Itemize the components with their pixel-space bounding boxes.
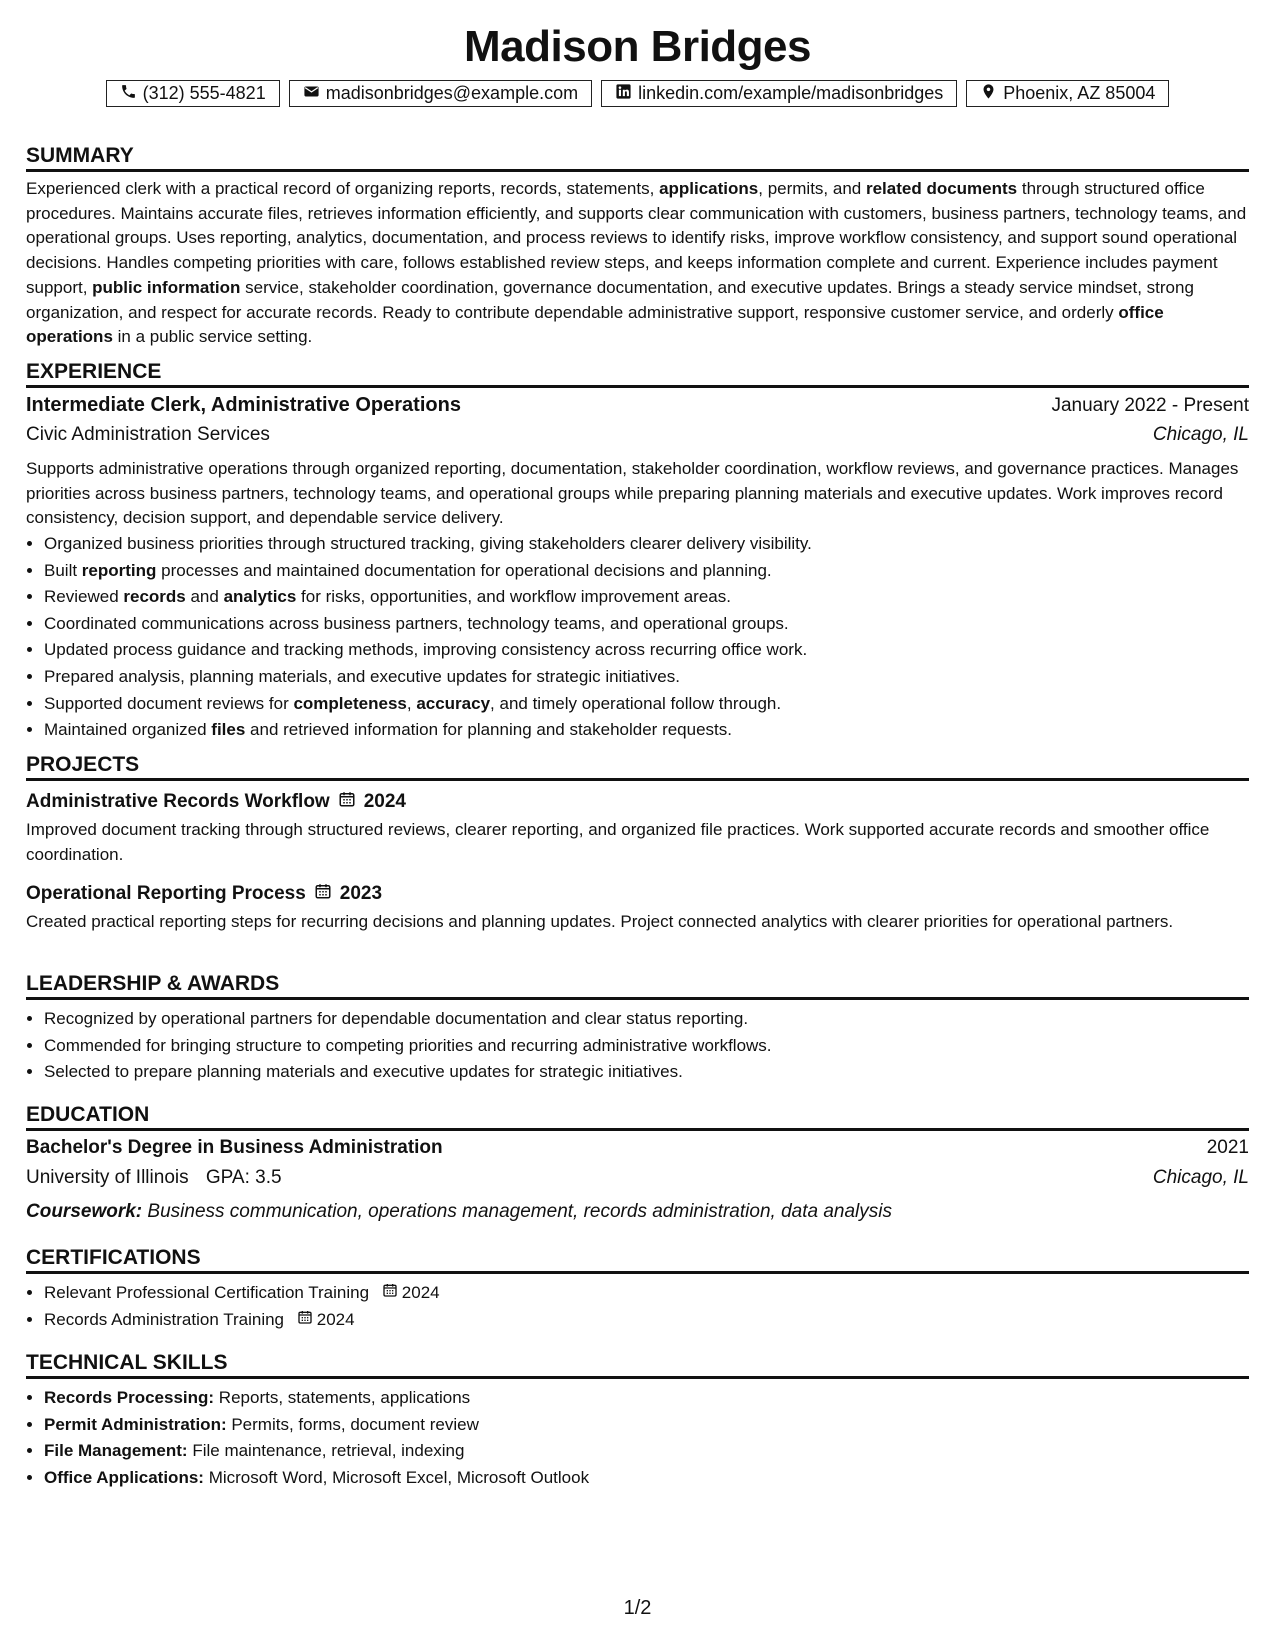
job-title: Intermediate Clerk, Administrative Operations [26,394,461,416]
school-name: University of Illinois [26,1167,189,1188]
project-year: 2023 [339,883,383,905]
projects-section [26,751,1249,935]
list-item [44,1280,1249,1307]
emphasis-text: analytics [223,587,297,607]
skill-value: Microsoft Word, Microsoft Excel, Microsoft Outlook [208,1467,590,1487]
list-item: • Commended for bringing structure to competing priorities and recurring administrative workflows. [44,1033,1249,1060]
skill-label: Permit Administration: [44,1414,227,1434]
project-title: Administrative Records Workflow [26,791,330,812]
text-run: , and timely operational follow through. [490,693,782,713]
text-run: , [406,693,417,713]
section-title: SUMMARY [26,142,1249,172]
emphasis-text: reporting [81,560,157,580]
text-run: Updated process guidance and tracking methods, improving consistency across recurring office work. [44,640,808,660]
text-run: Maintained organized [44,720,212,740]
emphasis-text: accuracy [416,693,491,713]
experience-section [26,358,1249,744]
emphasis-text: office operations [26,302,1164,347]
certification-year: 2024 [316,1309,355,1329]
location-text: Phoenix, AZ 85004 [1003,83,1156,103]
text-run: processes and maintained documentation for operational decisions and planning. [156,560,772,580]
email-text: madisonbridges@example.com [325,83,579,103]
list-item [44,717,1249,744]
job-location: Chicago, IL [1152,424,1249,445]
linkedin-text: linkedin.com/example/madisonbridges [638,83,944,103]
text-run: Reviewed [44,587,124,607]
section-title: PROJECTS [26,751,1249,781]
coursework [26,1197,1249,1227]
text-run: and [185,587,224,607]
calendar-icon [297,1307,313,1334]
job-bullets [26,531,1249,744]
summary-text [26,177,1249,350]
certifications-list [26,1280,1249,1333]
text-run: Supported document reviews for [44,693,294,713]
list-item [44,531,1249,558]
text-run: Organized business priorities through structured tracking, giving stakeholders clearer delivery visibility. [44,534,812,554]
list-item [44,1307,1249,1334]
section-title: CERTIFICATIONS [26,1244,1249,1274]
calendar-icon [314,882,332,906]
section-title: TECHNICAL SKILLS [26,1349,1249,1379]
list-item: • Recognized by operational partners for dependable documentation and clear status reporting. [44,1006,1249,1033]
gpa: GPA: 3.5 [205,1167,282,1188]
emphasis-text: public information [92,277,241,297]
emphasis-text: records [123,587,186,607]
skill-label: Records Processing: [44,1388,215,1407]
phone-text: (312) 555-4821 [142,83,266,103]
skills-section [26,1349,1249,1491]
list-item [44,691,1249,718]
text-run: through structured office procedures. Maintains accurate files, retrieves information efficiently, and supports clear communication with customers, business partners, technology teams, and operational groups. Uses reporting, analytics, documentation, and process reviews to identify risks, improve workflow consistency, and support sound operational decisions. Handles competing priorities with care, follows established review steps, and keeps information complete and current. Experience includes payment support, [26,179,1247,297]
list-item [44,1412,1249,1439]
text-run: Prepared analysis, planning materials, and executive updates for strategic initiatives. [44,667,680,687]
project-title: Operational Reporting Process [26,883,306,905]
map-pin-icon [980,83,997,105]
leadership-section [26,970,1249,1086]
job-description: Supports administrative operations through organized reporting, documentation, stakeholder coordination, workflow reviews, and governance practices. Manages priorities across business partners, technology teams, and operational groups while preparing planning materials and executive updates. Work improves record consistency, decision support, and dependable service delivery. [26,459,1239,528]
text-run: service, stakeholder coordination, governance documentation, and executive updates. Brings a steady service mindset, strong organization, and respect for accurate records. Ready to contribute dependable administrative support, responsive customer service, and orderly [26,277,1194,322]
skill-value: Permits, forms, document review [231,1414,479,1434]
certifications-section [26,1244,1249,1333]
candidate-name: Madison Bridges [464,22,811,71]
contact-linkedin[interactable] [601,80,957,107]
list-item [44,1385,1249,1412]
list-item [44,664,1249,691]
emphasis-text: applications [659,179,759,198]
list-item [44,558,1249,585]
job-dates: January 2022 - Present [1051,395,1249,416]
project-description: Improved document tracking through structured reviews, clearer reporting, and organized file practices. Work supported accurate records and smoother office coordination. [26,820,1210,864]
school-location: Chicago, IL [1152,1167,1249,1188]
list-item [44,584,1249,611]
coursework-text: Business communication, operations management, records administration, data analysis [147,1201,892,1222]
degree-title: Bachelor's Degree in Business Administration [26,1137,443,1158]
contact-phone[interactable] [106,80,280,107]
company-name: Civic Administration Services [26,424,270,445]
list-item [44,1465,1249,1492]
text-run: Built [44,560,82,580]
list-item [44,611,1249,638]
emphasis-text: completeness [293,693,407,713]
certification-name: Records Administration Training [44,1309,285,1329]
graduation-year: 2021 [1206,1137,1249,1158]
text-run: in a public service setting. [112,327,313,347]
calendar-icon [382,1280,398,1307]
section-title: EXPERIENCE [26,358,1249,388]
text-run: Experienced clerk with a practical record of organizing reports, records, statements, [26,179,660,198]
text-run: , permits, and [758,179,866,198]
leadership-list [26,1006,1249,1086]
phone-icon [120,83,137,105]
skill-label: File Management: [44,1441,188,1461]
project-item [26,881,1249,935]
linkedin-icon [615,83,632,105]
summary-section [26,142,1249,350]
job-subheader [26,424,1249,454]
section-title: EDUCATION [26,1101,1249,1131]
list-item: • Selected to prepare planning materials and executive updates for strategic initiatives. [44,1059,1249,1086]
text-run: Coordinated communications across business partners, technology teams, and operational groups. [44,613,789,633]
certification-year: 2024 [401,1283,440,1302]
contact-email[interactable] [289,80,592,107]
skill-value: File maintenance, retrieval, indexing [192,1441,465,1461]
section-title: LEADERSHIP & AWARDS [26,970,1249,1000]
resume-page [26,0,1249,1650]
certification-name: Relevant Professional Certification Training [44,1283,370,1302]
coursework-label: Coursework: [26,1201,143,1222]
project-item [26,789,1249,867]
skills-list [26,1385,1249,1491]
job-header [26,394,1249,424]
list-item [44,1438,1249,1465]
project-description: Created practical reporting steps for recurring decisions and planning updates. Project connected analytics with clearer priorities for operational partners. [26,912,1174,932]
skill-value: Reports, statements, applications [218,1388,471,1407]
contact-bar [26,80,1249,107]
skill-label: Office Applications: [44,1467,204,1487]
text-run: and retrieved information for planning and stakeholder requests. [245,720,732,740]
page-number: 1/2 [623,1597,652,1619]
list-item [44,637,1249,664]
envelope-icon [303,83,320,105]
education-section [26,1101,1249,1227]
text-run: for risks, opportunities, and workflow improvement areas. [296,587,731,607]
contact-location [966,80,1169,107]
project-year: 2024 [363,791,406,812]
emphasis-text: files [211,720,246,740]
calendar-icon [338,790,356,814]
emphasis-text: related documents [865,179,1018,198]
